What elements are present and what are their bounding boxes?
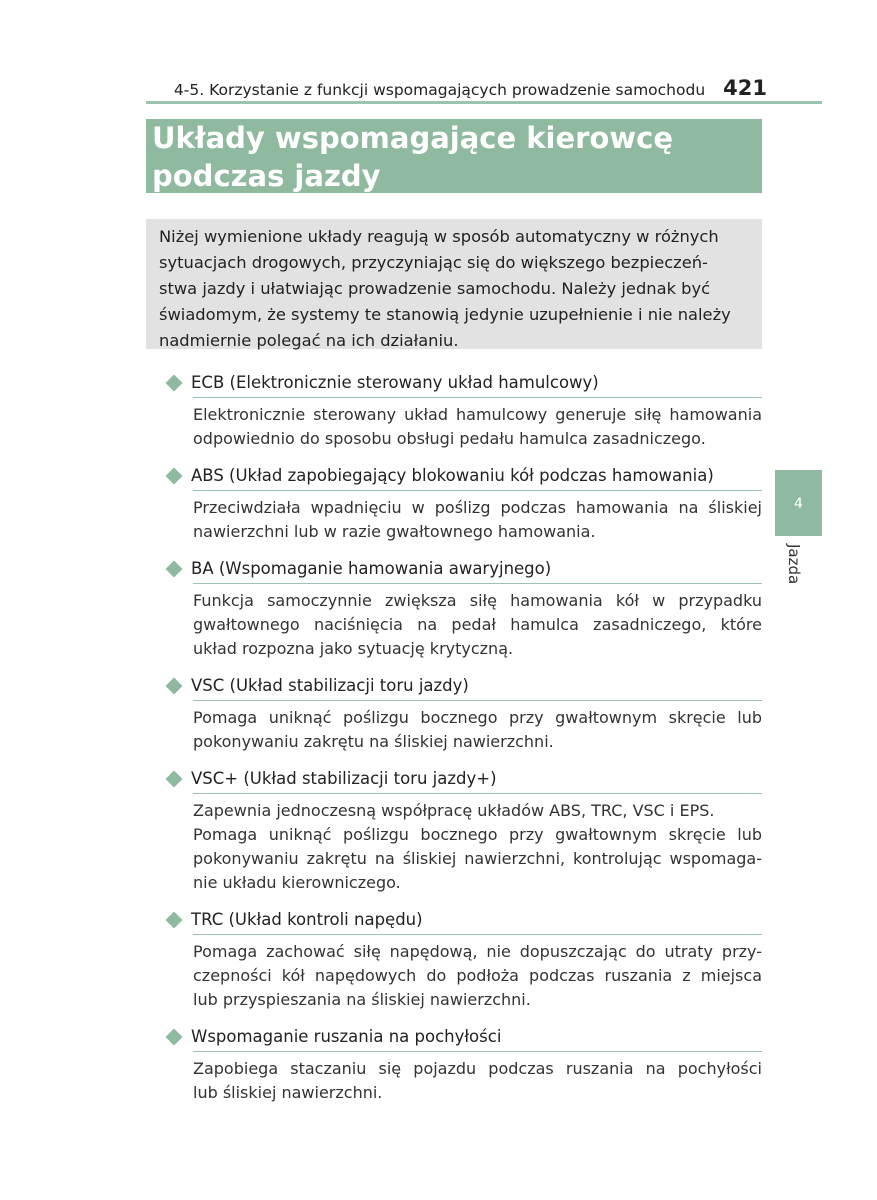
- section-title: VSC (Układ stabilizacji toru jazdy): [191, 676, 469, 695]
- page-number: 421: [723, 76, 767, 100]
- section-heading: [165, 764, 762, 793]
- body-line: pokonywaniu zakrętu na śliskiej nawierzchni.: [193, 732, 554, 751]
- intro-line: sytuacjach drogowych, przyczyniając się do większego bezpieczeń-: [159, 253, 708, 272]
- section-ecb: [165, 368, 762, 461]
- section-body: [193, 1052, 762, 1115]
- section-title: TRC (Układ kontroli napędu): [191, 910, 423, 929]
- section-heading: [165, 461, 762, 490]
- body-line: Zapewnia jednoczesną współpracę układów ABS, TRC, VSC i EPS.: [193, 801, 715, 820]
- body-line: lub śliskiej nawierzchni.: [193, 1083, 383, 1102]
- body-line: gwałtownego naciśnięcia na pedał hamulca zasadniczego, które: [193, 615, 762, 634]
- page-title: [146, 119, 762, 193]
- section-hill-start: [165, 1022, 762, 1115]
- section-title: ECB (Elektronicznie sterowany układ hamulcowy): [191, 373, 599, 392]
- section-heading: [165, 1022, 762, 1051]
- section-vsc: [165, 671, 762, 764]
- header-rule: [146, 101, 822, 104]
- section-body: [193, 701, 762, 764]
- section-body: [193, 584, 762, 671]
- diamond-bullet-icon: [166, 374, 183, 391]
- diamond-bullet-icon: [166, 911, 183, 928]
- body-line: nawierzchni lub w razie gwałtownego hamowania.: [193, 522, 596, 541]
- feature-list: [165, 368, 762, 1115]
- section-heading: [165, 905, 762, 934]
- diamond-bullet-icon: [166, 467, 183, 484]
- body-line: Pomaga uniknąć poślizgu bocznego przy gwałtownym skręcie lub: [193, 708, 762, 727]
- section-title: BA (Wspomaganie hamowania awaryjnego): [191, 559, 552, 578]
- section-ba: [165, 554, 762, 671]
- section-title: ABS (Układ zapobiegający blokowaniu kół podczas hamowania): [191, 466, 714, 485]
- section-title: Wspomaganie ruszania na pochyłości: [191, 1027, 502, 1046]
- section-heading: [165, 554, 762, 583]
- body-line: Pomaga zachować siłę napędową, nie dopuszczając do utraty przy-: [193, 942, 762, 961]
- intro-box: [146, 219, 762, 349]
- body-line: Elektronicznie sterowany układ hamulcowy generuje siłę hamowania: [193, 405, 762, 424]
- body-line: odpowiednio do sposobu obsługi pedału hamulca zasadniczego.: [193, 429, 706, 448]
- chapter-label: Jazda: [785, 544, 803, 585]
- running-header: [0, 76, 767, 100]
- section-body: [193, 794, 762, 905]
- chapter-number: 4: [794, 496, 803, 512]
- page-title-line-2: podczas jazdy: [152, 159, 381, 193]
- body-line: pokonywaniu zakrętu na śliskiej nawierzchni, kontrolując wspomaga-: [193, 849, 762, 868]
- chapter-section-title: 4-5. Korzystanie z funkcji wspomagających prowadzenie samochodu: [173, 81, 706, 99]
- intro-line: stwa jazdy i ułatwiając prowadzenie samochodu. Należy jednak być: [159, 279, 711, 298]
- diamond-bullet-icon: [166, 1028, 183, 1045]
- section-heading: [165, 671, 762, 700]
- section-title: VSC+ (Układ stabilizacji toru jazdy+): [191, 769, 497, 788]
- body-line: Pomaga uniknąć poślizgu bocznego przy gwałtownym skręcie lub: [193, 825, 762, 844]
- section-trc: [165, 905, 762, 1022]
- page-title-line-1: Układy wspomagające kierowcę: [152, 121, 674, 155]
- intro-line: Niżej wymienione układy reagują w sposób automatyczny w różnych: [159, 227, 719, 246]
- body-line: układ rozpozna jako sytuację krytyczną.: [193, 639, 514, 658]
- section-body: [193, 935, 762, 1022]
- section-heading: [165, 368, 762, 397]
- chapter-tab: [775, 470, 822, 536]
- diamond-bullet-icon: [166, 560, 183, 577]
- body-line: Zapobiega staczaniu się pojazdu podczas ruszania na pochyłości: [193, 1059, 762, 1078]
- body-line: czepności kół napędowych do podłoża podczas ruszania z miejsca: [193, 966, 762, 985]
- section-body: [193, 491, 762, 554]
- section-body: [193, 398, 762, 461]
- body-line: nie układu kierowniczego.: [193, 873, 401, 892]
- section-abs: [165, 461, 762, 554]
- body-line: lub przyspieszania na śliskiej nawierzchni.: [193, 990, 531, 1009]
- diamond-bullet-icon: [166, 770, 183, 787]
- intro-line: nadmiernie polegać na ich działaniu.: [159, 331, 459, 350]
- body-line: Przeciwdziała wpadnięciu w poślizg podczas hamowania na śliskiej: [193, 498, 762, 517]
- section-vsc-plus: [165, 764, 762, 905]
- diamond-bullet-icon: [166, 677, 183, 694]
- intro-line: świadomym, że systemy te stanowią jedynie uzupełnienie i nie należy: [159, 305, 731, 324]
- body-line: Funkcja samoczynnie zwiększa siłę hamowania kół w przypadku: [193, 591, 762, 610]
